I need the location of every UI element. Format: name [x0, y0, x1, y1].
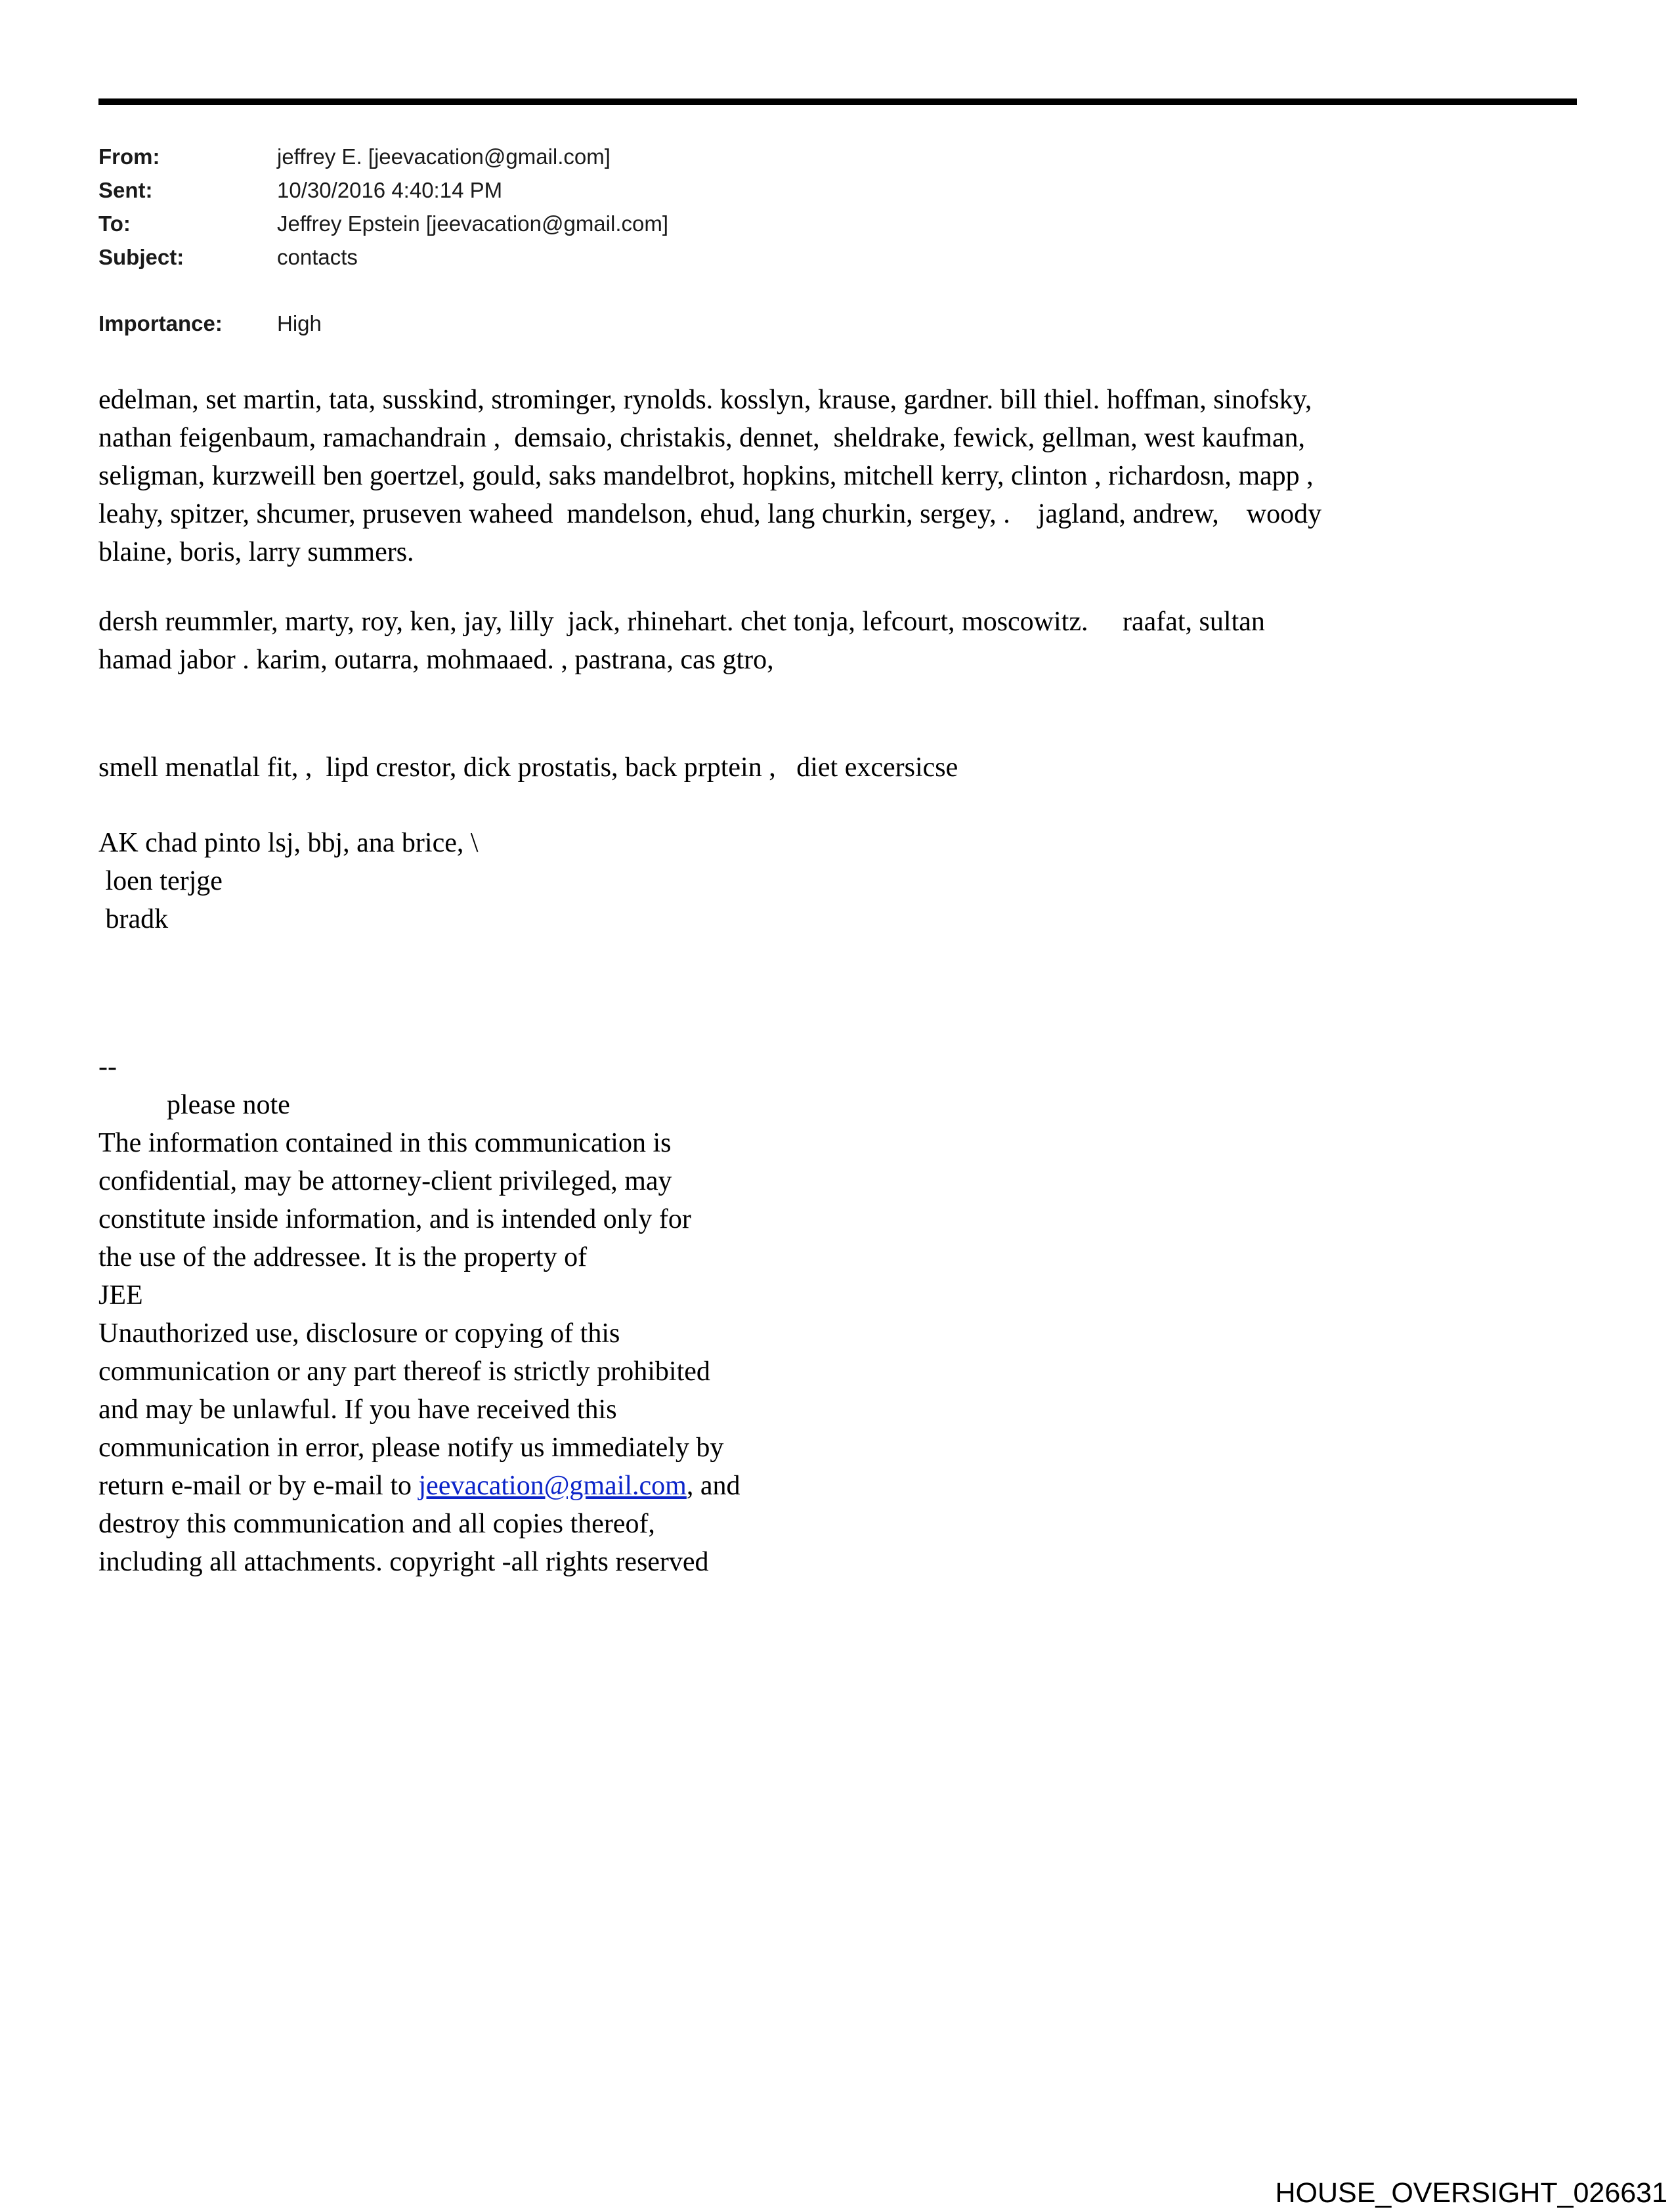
subject-label: Subject: [98, 245, 184, 269]
importance-label: Importance: [98, 311, 223, 336]
sent-value: 10/30/2016 4:40:14 PM [277, 178, 503, 202]
email-address-link[interactable]: jeevacation@gmail.com [418, 1471, 687, 1501]
disclaimer-line: communication in error, please notify us immediately by [98, 1433, 724, 1463]
header-row-importance [98, 307, 322, 340]
body-line: bradk [98, 904, 169, 934]
disclaimer-line: communication or any part thereof is strictly prohibited [98, 1356, 710, 1387]
signature-disclaimer-block [98, 1048, 919, 1581]
link-line-before: return e-mail or by e-mail to [98, 1471, 419, 1501]
body-line: leahy, spitzer, shcumer, pruseven waheed mandelson, ehud, lang churkin, sergey, . jagland, andrew, woody [98, 499, 1322, 529]
signature-separator: -- [98, 1052, 117, 1082]
header-row-to [98, 207, 668, 240]
from-value: jeffrey E. [jeevacation@gmail.com] [277, 144, 611, 169]
body-line: loen terjge [98, 866, 223, 896]
please-note-heading: please note [167, 1090, 290, 1120]
body-line: hamad jabor . karim, outarra, mohmaaed. , pastrana, cas gtro, [98, 645, 774, 675]
email-header-block [98, 140, 668, 274]
header-row-sent [98, 173, 668, 207]
disclaimer-link-line [98, 1467, 919, 1505]
body-paragraph-names-2 [98, 603, 1595, 679]
disclaimer-line: destroy this communication and all copies thereof, [98, 1509, 655, 1539]
link-line-after: , and [686, 1471, 740, 1501]
body-line: seligman, kurzweill ben goertzel, gould, saks mandelbrot, hopkins, mitchell kerry, clinton , richardosn, mapp , [98, 461, 1314, 491]
disclaimer-line: constitute inside information, and is intended only for [98, 1204, 691, 1234]
to-label: To: [98, 211, 131, 236]
disclaimer-line: and may be unlawful. If you have received this [98, 1395, 617, 1425]
body-paragraph-notes [98, 748, 1595, 787]
subject-value: contacts [277, 245, 358, 269]
body-line: dersh reummler, marty, roy, ken, jay, lilly jack, rhinehart. chet tonja, lefcourt, moscowitz. raafat, sultan [98, 607, 1265, 637]
header-row-from [98, 140, 668, 173]
sent-label: Sent: [98, 178, 153, 202]
header-row-subject [98, 240, 668, 274]
body-paragraph-short-list [98, 824, 1595, 938]
body-line: edelman, set martin, tata, susskind, strominger, rynolds. kosslyn, krause, gardner. bill thiel. hoffman, sinofsky, [98, 385, 1312, 415]
body-line: blaine, boris, larry summers. [98, 537, 414, 567]
disclaimer-line: confidential, may be attorney-client privileged, may [98, 1166, 672, 1196]
disclaimer-line: JEE [98, 1280, 143, 1311]
disclaimer-line: including all attachments. copyright -all rights reserved [98, 1547, 709, 1577]
disclaimer-line: the use of the addressee. It is the property of [98, 1242, 588, 1272]
body-line: smell menatlal fit, , lipd crestor, dick prostatis, back prptein , diet excersicse [98, 752, 958, 783]
body-paragraph-names-1 [98, 381, 1595, 571]
to-value: Jeffrey Epstein [jeevacation@gmail.com] [277, 211, 668, 236]
importance-value: High [277, 311, 322, 336]
disclaimer-line: The information contained in this communication is [98, 1128, 672, 1158]
body-line: AK chad pinto lsj, bbj, ana brice, \ [98, 828, 479, 858]
disclaimer-line: Unauthorized use, disclosure or copying of this [98, 1318, 620, 1349]
from-label: From: [98, 144, 160, 169]
bates-number-stamp: HOUSE_OVERSIGHT_026631 [1275, 2177, 1667, 2209]
top-divider-rule [98, 98, 1577, 105]
body-line: nathan feigenbaum, ramachandrain , demsaio, christakis, dennet, sheldrake, fewick, gellman, west kaufman, [98, 423, 1306, 453]
